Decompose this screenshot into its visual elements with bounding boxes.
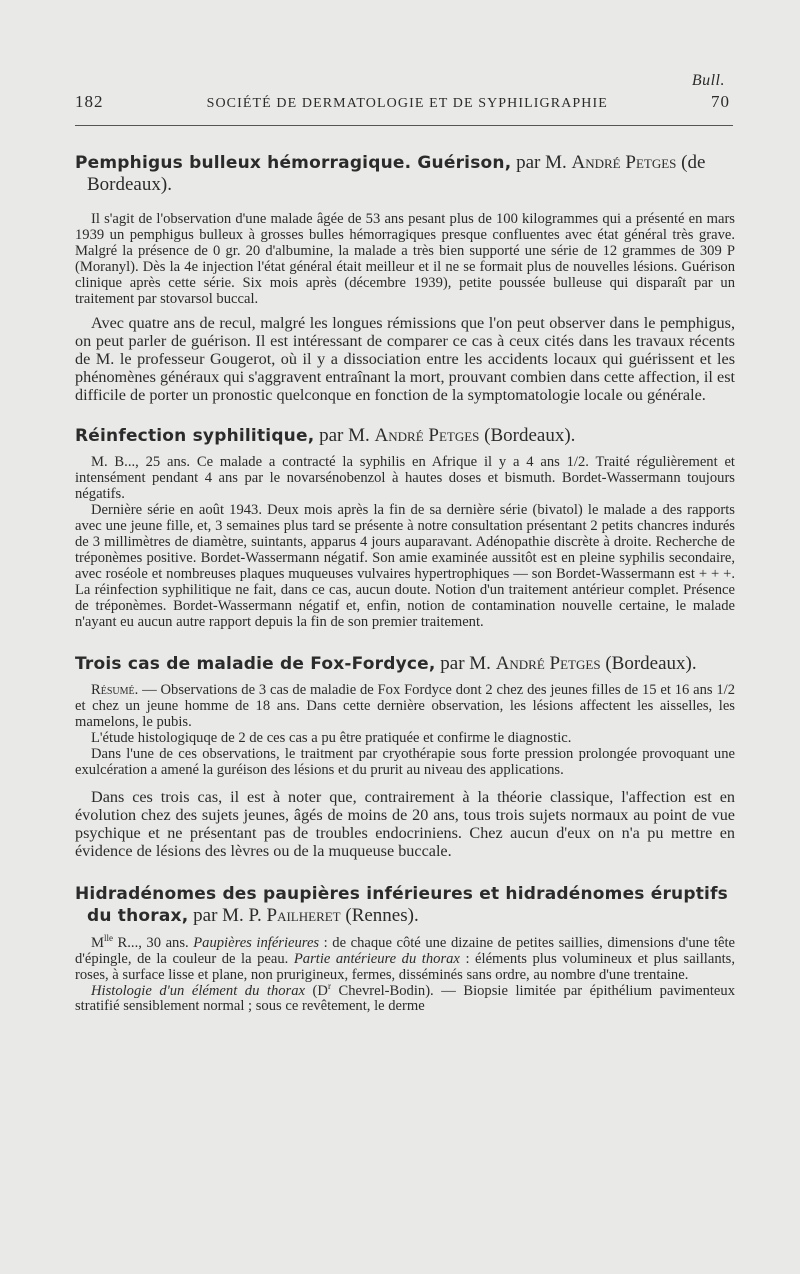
author-name: André Petges [374,425,480,447]
title-superscript: r [327,980,331,991]
article-title: Pemphigus bulleux hémorragique. Guérison, [75,153,512,173]
author-prefix: par M. [319,425,370,447]
case-text: R..., 30 ans. [112,934,194,951]
section-label: Partie antérieure du thorax [293,950,460,967]
author-affiliation: (Rennes). [345,904,419,926]
running-title: SOCIÉTÉ DE DERMATOLOGIE ET DE SYPHILIGRAPHIE [206,96,608,111]
article-title: Hidradénomes des paupières inférieures et hidradénomes éruptifs du thorax, [75,883,728,926]
case-paragraph: M. B..., 25 ans. Ce malade a contracté la syphilis en Afrique il y a 4 ans 1/2. Traité régulièrement et intensément pendant 4 ans par le novarsénobenzol à hautes doses et bismuth. Bordet-Wassermann toujours négatifs. [75,454,735,503]
case-summary: Il s'agit de l'observation d'une malade âgée de 53 ans pesant plus de 100 kilogrammes qui a présenté en mars 1939 un pemphigus bulleux à grosses bulles hémorragiques presque confluentes avec état général très grave. Malgré la présence de 0 gr. 20 d'albumine, la malade a très bien supporté une série de 12 grammes de 309 P (Moranyl). Dès la 4e injection l'état général était meilleur et il ne se formait plus de nouvelles lésions. Guérison clinique après cette série. Six mois après (décembre 1939), petite poussée bulleuse qui disparaît par un traitement par stovarsol buccal. [75,211,735,307]
case-text: : de chaque côté une dizaine de petites saillies, dimensions d'une tête d'épingle, de la couleur de la peau. [75,934,736,967]
section-label: Paupières inférieures [193,934,320,951]
histology-paragraph: L'étude histologiquqe de 2 de ces cas a pu être pratiquée et confirme le diagnostic. [91,730,572,747]
article-reinfection [75,425,735,630]
histology-text: (D [305,982,328,999]
discussion-paragraph: Dans ces trois cas, il est à noter que, contrairement à la théorie classique, l'affection est en évolution chez des sujets jeunes, âgés de moins de 20 ans, tous trois sujets normaux au point de vue psychique et ne présentant pas de troubles endocriniens. Chez aucun d'eux on n'a pu mettre en évidence de lésions des lèvres ou de la muqueuse buccale. [75,787,735,860]
section-label: Histologie d'un élément du thorax [91,982,305,999]
journal-abbreviation: Bull. [691,72,725,89]
article-fox-fordyce [75,653,735,859]
author-name: André Petges [495,653,601,675]
discussion-paragraph: Avec quatre ans de recul, malgré les longues rémissions que l'on peut observer dans le pemphigus, on peut parler de guérison. Il est intéressant de comparer ce cas à ceux cités dans les travaux récents de M. le professeur Gougerot, où il y a dissociation entre les accidents locaux qui guérissent et les phénomènes généraux qui s'aggravent entraînant la mort, prouvant combien dans cette affection, il est difficile de porter un pronostic quelconque en fonction de la symptomatologie locale ou générale. [75,314,735,405]
honorific-superscript: lle [103,932,113,943]
article-heading [75,653,735,675]
running-header [75,92,730,112]
author-name: André Petges [571,152,677,173]
author-affiliation: (Bordeaux). [605,653,697,675]
case-paragraph [75,932,736,984]
summary-text: — Observations de 3 cas de maladie de Fox Fordyce dont 2 chez des jeunes filles de 15 et 16 ans 1/2 et chez un jeune homme de 18 ans. Dans cette dernière observation, les lésions affectent les aisselles, les mamelons, le pubis. [75,682,735,731]
article-heading [75,425,735,447]
resume-label: Résumé. [91,682,139,699]
histology-paragraph [75,980,735,1016]
article-heading [75,152,735,196]
article-title: Trois cas de maladie de Fox-Fordyce, [75,654,436,675]
header-rule [75,125,733,126]
page-number: 182 [75,92,104,111]
author-affiliation: (Bordeaux). [484,425,576,447]
article-pemphigus [75,152,735,404]
article-heading [75,883,735,927]
article-title: Réinfection syphilitique, [75,426,315,447]
article-hidradenomes [75,883,735,1016]
author-affiliation: (de Bordeaux). [87,152,706,195]
treatment-paragraph: Dans l'une de ces observations, le traitment par cryothérapie sous forte pression prolongée provoquant une exulcération a amené la guréison des lésions et du prurit au niveau des applications. [75,746,735,778]
case-paragraph: Dernière série en août 1943. Deux mois après la fin de sa dernière série (bivatol) le malade a des rapports avec une jeune fille, et, 3 semaines plus tard se présente à notre consultation présentant 2 petits chancres indurés de 3 millimètres de diamètre, suintants, apparus 4 jours auparavant. Adénopathie discrète à droite. Recherche de tréponèmes positive. Bordet-Wassermann négatif. Son amie examinée aussitôt est en pleine syphilis secondaire, avec roséole et nombreuses plaques muqueuses vulvaires hypertrophiques — son Bordet-Wassermann est + + +. La réinfection syphilitique ne fait, dans ce cas, aucun doute. Notion d'un traitement antérieur complet. Présence de tréponèmes. Bordet-Wassermann négatif et, enfin, notion de contamination nouvelle certaine, le malade n'ayant eu aucun autre rapport depuis la fin de son premier traitement. [75,502,735,630]
case-text: : éléments plus volumineux et plus saillants, roses, à surface lisse et plane, non prurigineux, fermes, disséminés sans ordre, au nombre d'une trentaine. [75,950,735,983]
article-list [75,152,735,1015]
histology-text: Chevrel-Bodin). — Biopsie limitée par épithélium pavimenteux stratifié sensiblement normal ; sous ce revêtement, le derme [75,982,735,1015]
author-prefix: par M. P. [193,904,262,926]
author-name: Pailheret [266,904,341,926]
author-prefix: par M. [440,653,491,675]
volume-number: 70 [711,92,730,111]
honorific: M [91,934,104,951]
summary-paragraph [75,683,735,731]
author-prefix: par M. [516,152,567,173]
